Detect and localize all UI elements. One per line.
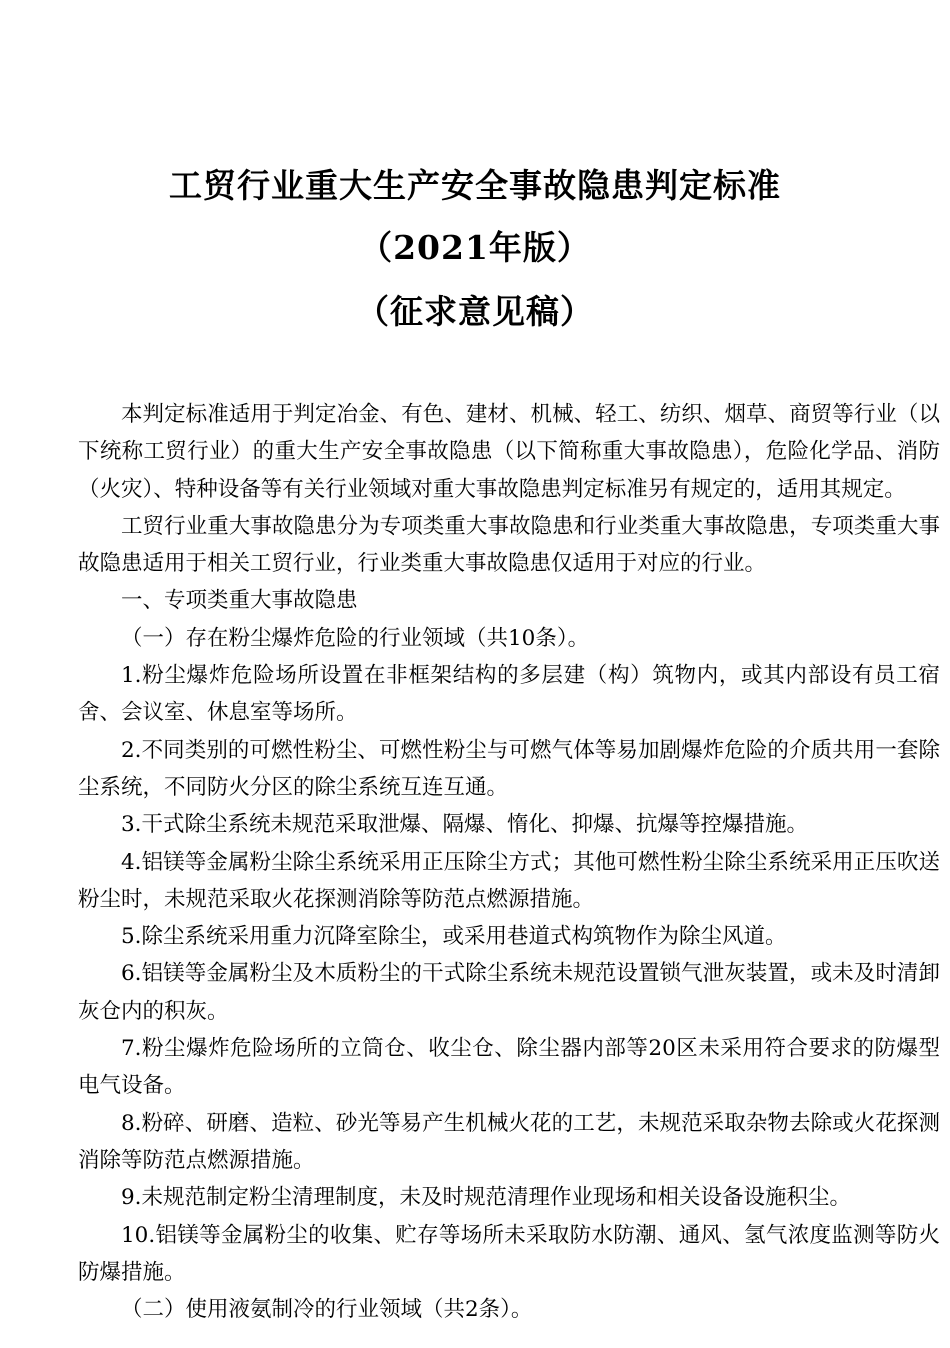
paragraph-scope: 本判定标准适用于判定冶金、有色、建材、机械、轻工、纺织、烟草、商贸等行业（以下统称工贸行业）的重大生产安全事故隐患（以下简称重大事故隐患），危险化学品、消防（火灾）、特种设备等有关行业领域对重大事故隐患判定标准另有规定的，适用其规定。 — [78, 402, 940, 502]
document-edition: （2021年版） — [359, 228, 591, 267]
list-item: 10.铝镁等金属粉尘的收集、贮存等场所未采取防水防潮、通风、氢气浓度监测等防火防爆措施。 — [78, 1222, 940, 1285]
section-heading-special: 一、专项类重大事故隐患 — [121, 588, 358, 614]
list-item: 1.粉尘爆炸危险场所设置在非框架结构的多层建（构）筑物内，或其内部设有员工宿舍、会议室、休息室等场所。 — [78, 663, 940, 726]
document-draft-label: （征求意见稿） — [356, 292, 594, 331]
list-item: 4.铝镁等金属粉尘除尘系统采用正压除尘方式；其他可燃性粉尘除尘系统采用正压吹送粉尘时，未规范采取火花探测消除等防范点燃源措施。 — [78, 849, 940, 912]
subsection-heading-dust: （一）存在粉尘爆炸危险的行业领域（共10条）。 — [121, 625, 590, 651]
list-item: 9.未规范制定粉尘清理制度，未及时规范清理作业现场和相关设备设施积尘。 — [121, 1185, 852, 1211]
list-item: 5.除尘系统采用重力沉降室除尘，或采用巷道式构筑物作为除尘风道。 — [121, 924, 787, 950]
list-item: 7.粉尘爆炸危险场所的立筒仓、收尘仓、除尘器内部等20区未采用符合要求的防爆型电气设备。 — [78, 1036, 940, 1099]
list-item: 6.铝镁等金属粉尘及木质粉尘的干式除尘系统未规范设置锁气泄灰装置，或未及时清卸灰仓内的积灰。 — [78, 961, 940, 1024]
list-item: 2.不同类别的可燃性粉尘、可燃性粉尘与可燃气体等易加剧爆炸危险的介质共用一套除尘系统，不同防火分区的除尘系统互连互通。 — [78, 737, 940, 800]
list-item: 3.干式除尘系统未规范采取泄爆、隔爆、惰化、抑爆、抗爆等控爆措施。 — [121, 812, 809, 838]
document-title: 工贸行业重大生产安全事故隐患判定标准 — [169, 166, 781, 205]
paragraph-classification: 工贸行业重大事故隐患分为专项类重大事故隐患和行业类重大事故隐患，专项类重大事故隐患适用于相关工贸行业，行业类重大事故隐患仅适用于对应的行业。 — [78, 513, 940, 577]
subsection-heading-ammonia: （二）使用液氨制冷的行业领域（共2条）。 — [121, 1297, 533, 1323]
document-body — [78, 396, 940, 1328]
list-item: 8.粉碎、研磨、造粒、砂光等易产生机械火花的工艺，未规范采取杂物去除或火花探测消除等防范点燃源措施。 — [78, 1110, 940, 1173]
